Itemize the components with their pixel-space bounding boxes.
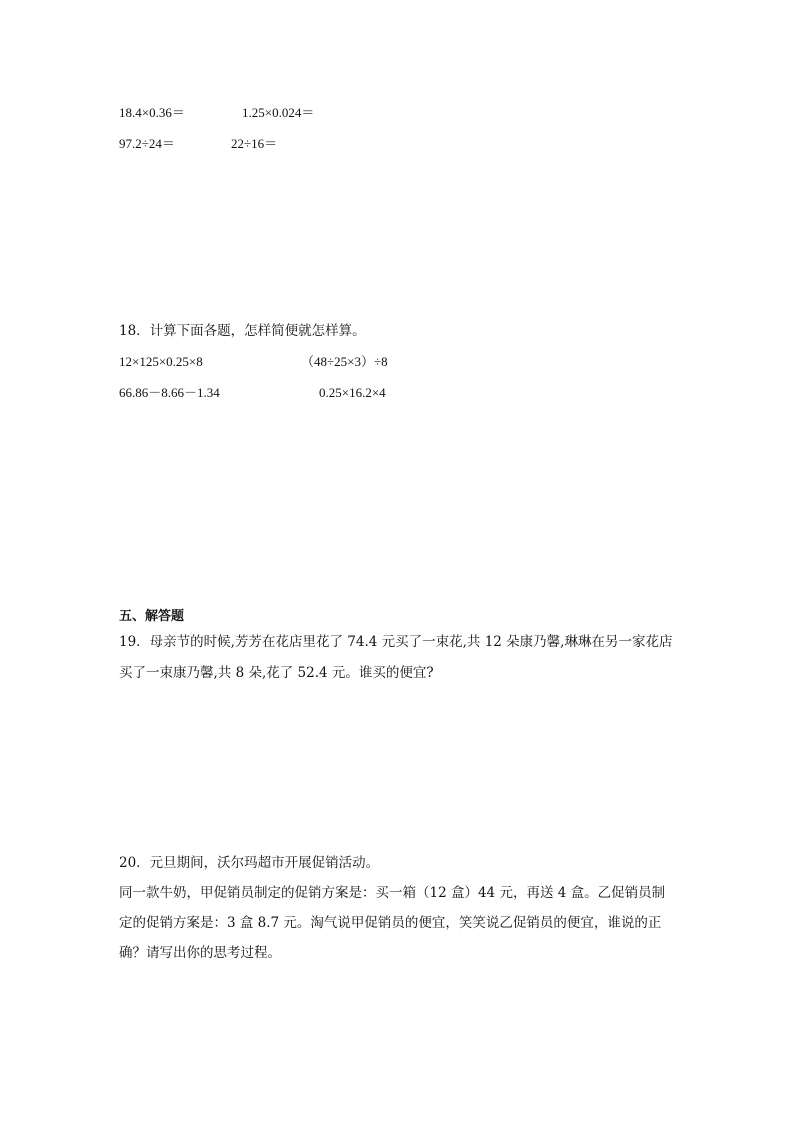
- question-20-line: 定的促销方案是：3 盒 8.7 元。淘气说甲促销员的便宜，笑笑说乙促销员的便宜，谁说的正: [119, 915, 662, 931]
- question-19-line: 买了一束康乃馨,共 8 朵,花了 52.4 元。谁买的便宜?: [119, 665, 434, 681]
- question-20-line: 确？请写出你的思考过程。: [119, 945, 281, 961]
- section-heading: 五、解答题: [119, 609, 185, 624]
- question-20-line: 同一款牛奶，甲促销员制定的促销方案是：买一箱（12 盒）44 元，再送 4 盒。乙促销员制: [119, 885, 666, 901]
- calc-expression: 0.25×16.2×4: [319, 385, 386, 400]
- calc-expression: 1.25×0.024＝: [242, 105, 315, 120]
- calc-expression: 12×125×0.25×8: [119, 354, 203, 369]
- question-18-title: 18．计算下面各题，怎样简便就怎样算。: [119, 323, 366, 339]
- calc-expression: 66.86－8.66－1.34: [119, 385, 220, 400]
- calc-expression: （48÷25×3）÷8: [301, 354, 388, 369]
- calc-expression: 22÷16＝: [231, 136, 278, 151]
- question-19-line: 19．母亲节的时候,芳芳在花店里花了 74.4 元买了一束花,共 12 朵康乃馨,琳琳在另一家花店: [119, 634, 673, 650]
- calc-expression: 18.4×0.36＝: [119, 105, 185, 120]
- question-20-line: 20．元旦期间，沃尔玛超市开展促销活动。: [119, 855, 380, 871]
- calc-expression: 97.2÷24＝: [119, 136, 175, 151]
